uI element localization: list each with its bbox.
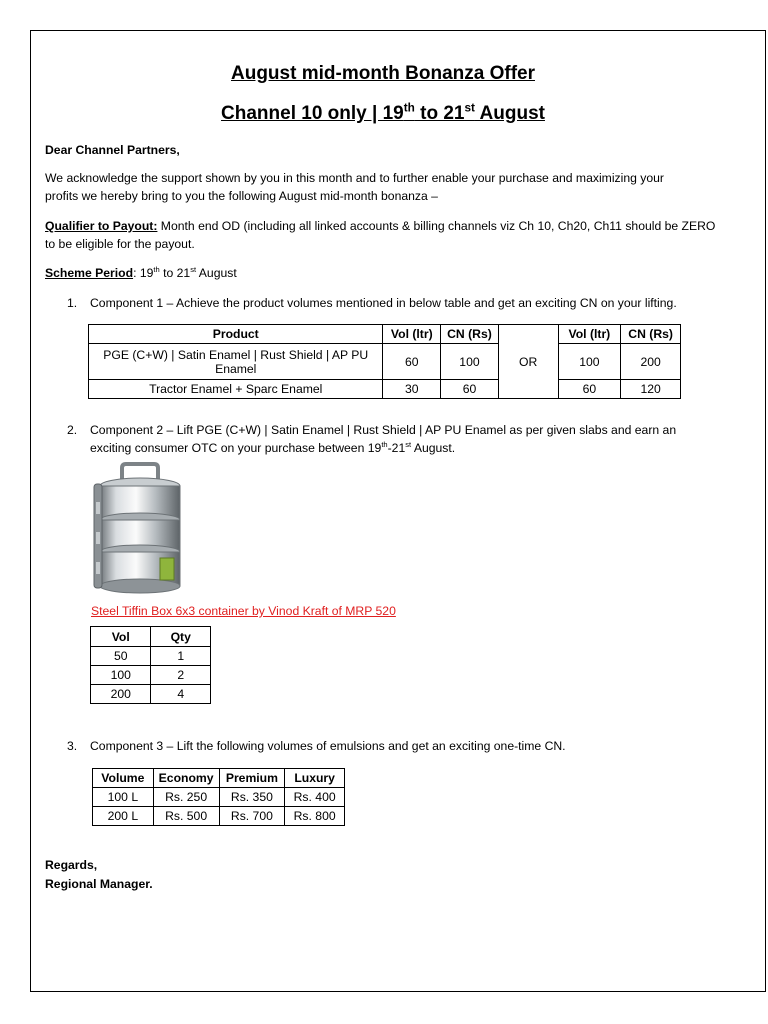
premium-cell: Rs. 350: [219, 788, 285, 807]
component-1-text: Component 1 – Achieve the product volumes mentioned in below table and get an exciting CN on your lifting.: [90, 296, 677, 310]
component-1-number: 1.: [67, 296, 78, 310]
cn-cell: 120: [621, 380, 681, 399]
component-2-number: 2.: [67, 423, 78, 437]
cn-cell: 60: [441, 380, 499, 399]
qty-cell: 4: [151, 685, 211, 704]
qty-cell: 1: [151, 647, 211, 666]
vol-cell: 60: [383, 344, 441, 380]
vol-cell: 50: [91, 647, 151, 666]
header-luxury: Luxury: [285, 769, 345, 788]
scheme-label: Scheme Period: [45, 266, 134, 280]
or-cell: OR: [498, 325, 558, 399]
closing-signature: Regional Manager.: [45, 877, 153, 891]
vol-cell: 100: [558, 344, 621, 380]
cn-cell: 100: [441, 344, 499, 380]
table-row: [91, 685, 211, 704]
component-3-text: Component 3 – Lift the following volumes of emulsions and get an exciting one-time CN.: [90, 739, 566, 753]
intro-line-1: We acknowledge the support shown by you in this month and to further enable your purchase and maximizing your: [45, 171, 664, 185]
header-product: Product: [89, 325, 383, 344]
header-premium: Premium: [219, 769, 285, 788]
vol-cell: 100: [91, 666, 151, 685]
component-3-number: 3.: [67, 739, 78, 753]
header-vol-2: Vol (ltr): [558, 325, 621, 344]
table-row: [89, 380, 681, 399]
volume-cell: 100 L: [93, 788, 154, 807]
economy-cell: Rs. 250: [153, 788, 219, 807]
product-cell: PGE (C+W) | Satin Enamel | Rust Shield | AP PU Enamel: [89, 344, 383, 380]
vol-cell: 200: [91, 685, 151, 704]
luxury-cell: Rs. 800: [285, 807, 345, 826]
header-economy: Economy: [153, 769, 219, 788]
header-vol-1: Vol (ltr): [383, 325, 441, 344]
salutation: Dear Channel Partners,: [45, 143, 180, 157]
luxury-cell: Rs. 400: [285, 788, 345, 807]
premium-cell: Rs. 700: [219, 807, 285, 826]
cn-cell: 200: [621, 344, 681, 380]
header-qty: Qty: [151, 627, 211, 647]
vol-cell: 60: [558, 380, 621, 399]
vol-cell: 30: [383, 380, 441, 399]
component-2-table: [90, 626, 211, 704]
component-2-line-1: Component 2 – Lift PGE (C+W) | Satin Enamel | Rust Shield | AP PU Enamel as per given slabs and earn an: [90, 423, 677, 437]
component-2-line-2: exciting consumer OTC on your purchase between 19th-21st August.: [90, 439, 456, 455]
header-cn-2: CN (Rs): [621, 325, 681, 344]
closing-regards: Regards,: [45, 858, 98, 872]
table-row: [93, 807, 345, 826]
page-title: August mid-month Bonanza Offer: [231, 63, 535, 84]
table-row: [91, 647, 211, 666]
intro-line-2: profits we hereby bring to you the following August mid-month bonanza –: [45, 189, 438, 203]
table-row: [91, 666, 211, 685]
component-3-table: [92, 768, 345, 826]
header-vol: Vol: [91, 627, 151, 647]
header-cn-1: CN (Rs): [441, 325, 499, 344]
qty-cell: 2: [151, 666, 211, 685]
page-subtitle: Channel 10 only | 19th to 21st August: [221, 101, 545, 124]
qualifier-line-1: Qualifier to Payout: Month end OD (including all linked accounts & billing channels viz Ch 10, Ch20, Ch11 should be ZERO: [45, 219, 716, 233]
table-row: [93, 788, 345, 807]
product-cell: Tractor Enamel + Sparc Enamel: [89, 380, 383, 399]
qualifier-label: Qualifier to Payout:: [45, 219, 158, 233]
header-volume: Volume: [93, 769, 154, 788]
tiffin-box-image: [92, 462, 190, 598]
component-1-table: [88, 324, 681, 399]
scheme-period: Scheme Period: 19th to 21st August: [45, 264, 237, 280]
economy-cell: Rs. 500: [153, 807, 219, 826]
qualifier-line-2: to be eligible for the payout.: [45, 237, 195, 251]
tiffin-caption[interactable]: Steel Tiffin Box 6x3 container by Vinod Kraft of MRP 520: [91, 604, 396, 618]
table-row: [89, 344, 681, 380]
volume-cell: 200 L: [93, 807, 154, 826]
